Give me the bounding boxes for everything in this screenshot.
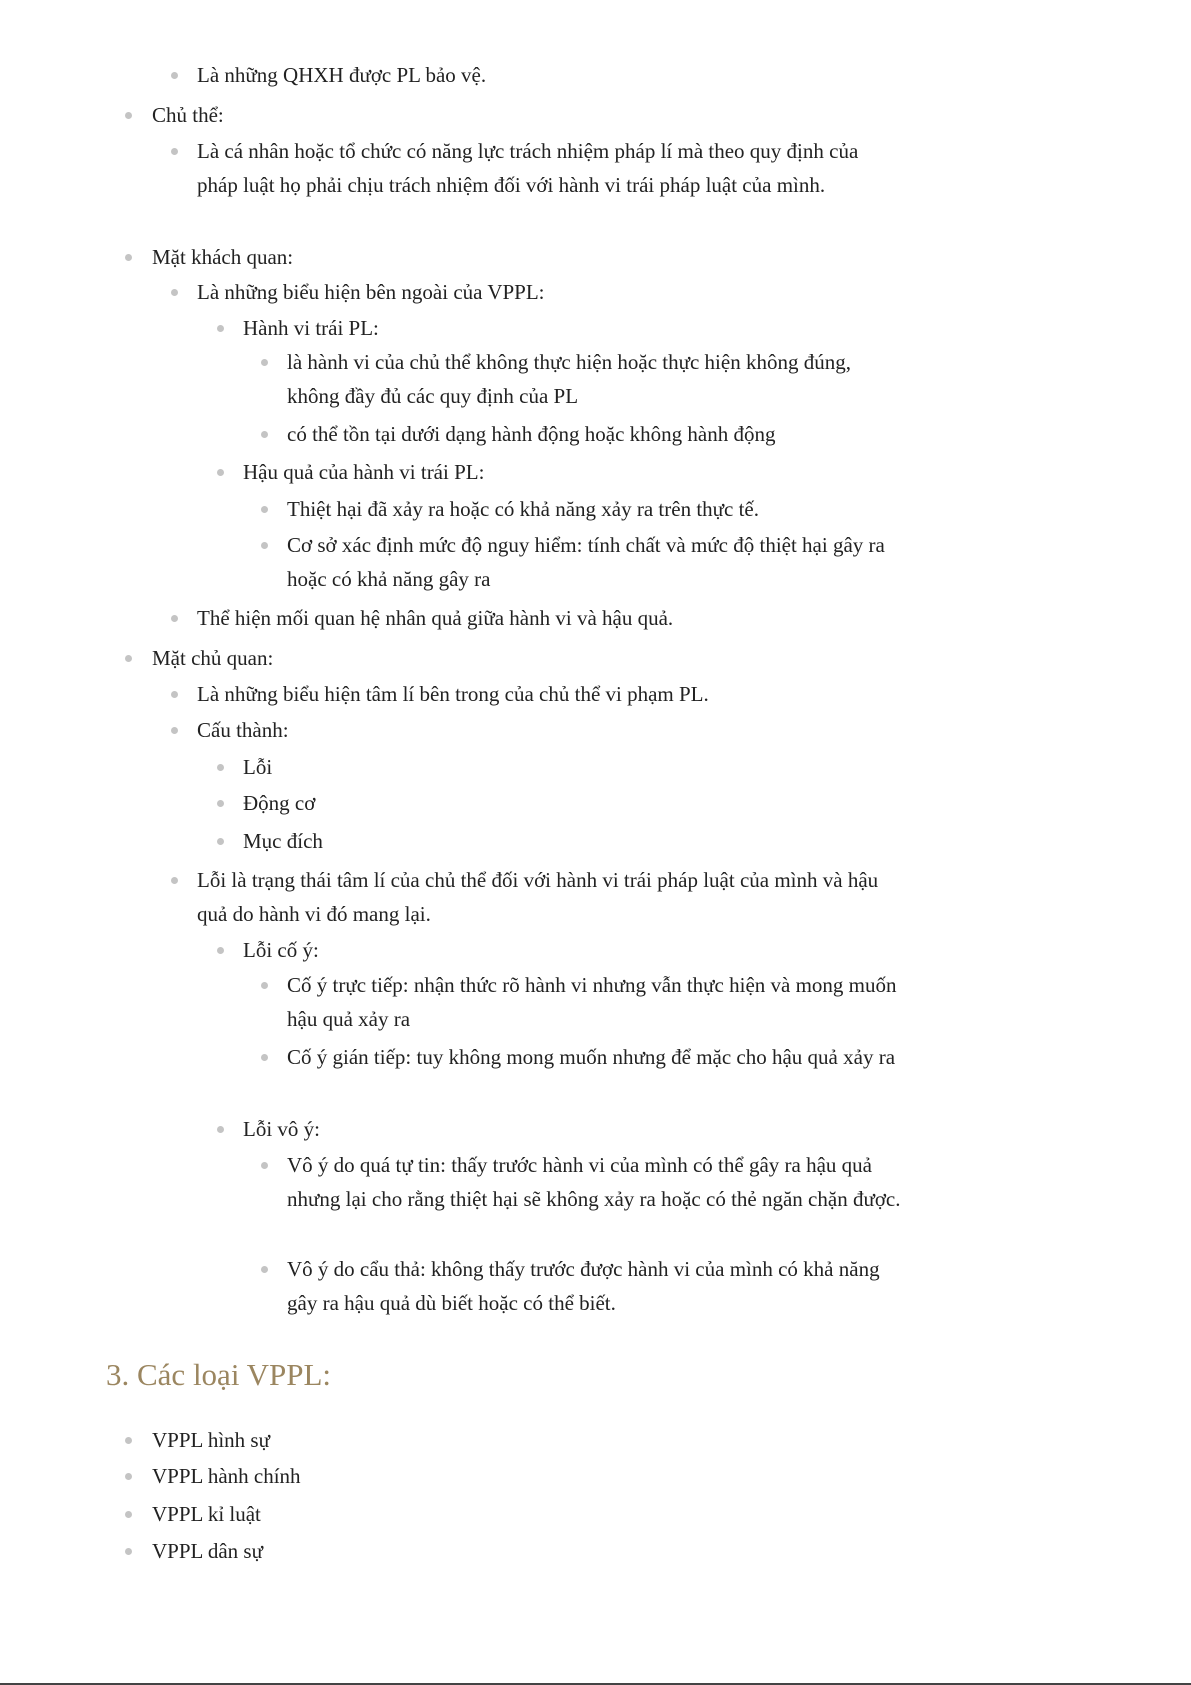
bullet-dot — [261, 1054, 268, 1061]
bullet-dot — [171, 691, 178, 698]
list-item: Là những QHXH được PL bảo vệ. — [197, 63, 487, 87]
bullet-dot — [125, 1437, 132, 1444]
list-item: Là những biểu hiện tâm lí bên trong của chủ thể vi phạm PL. — [197, 682, 709, 706]
bullet-dot — [217, 838, 224, 845]
list-item: Cấu thành: — [197, 718, 289, 742]
bullet-dot — [171, 289, 178, 296]
bullet-dot — [171, 148, 178, 155]
list-item: Vô ý do cẩu thả: không thấy trước được hành vi của mình có khả năng gây ra hậu quả dù biết hoặc có thể biết. — [287, 1257, 880, 1315]
bullet-dot — [261, 982, 268, 989]
bullet-dot — [217, 469, 224, 476]
bullet-dot — [125, 112, 132, 119]
bullet-dot — [125, 1548, 132, 1555]
list-item: Lỗi cố ý: — [243, 938, 319, 962]
list-item: Thiệt hại đã xảy ra hoặc có khả năng xảy ra trên thực tế. — [287, 497, 760, 521]
list-item: Chủ thể: — [152, 103, 224, 127]
bullet-dot — [125, 254, 132, 261]
bullet-dot — [217, 947, 224, 954]
list-item: Mục đích — [243, 829, 323, 853]
bullet-dot — [261, 542, 268, 549]
list-item: VPPL kỉ luật — [152, 1502, 261, 1526]
bullet-dot — [171, 72, 178, 79]
list-item: Lỗi là trạng thái tâm lí của chủ thể đối với hành vi trái pháp luật của mình và hậu quả do hành vi đó mang lại. — [197, 868, 879, 926]
list-item: Mặt chủ quan: — [152, 646, 274, 670]
list-item: VPPL hành chính — [152, 1464, 301, 1488]
list-item: Cố ý trực tiếp: nhận thức rõ hành vi nhưng vẫn thực hiện và mong muốn hậu quả xảy ra — [287, 973, 897, 1031]
list-item: có thể tồn tại dưới dạng hành động hoặc không hành động — [287, 422, 776, 446]
list-item: Là những biểu hiện bên ngoài của VPPL: — [197, 280, 545, 304]
list-item: Cố ý gián tiếp: tuy không mong muốn nhưng để mặc cho hậu quả xảy ra — [287, 1045, 896, 1069]
bullet-dot — [171, 615, 178, 622]
list-item: Vô ý do quá tự tin: thấy trước hành vi của mình có thể gây ra hậu quả nhưng lại cho rằng thiệt hại sẽ không xảy ra hoặc có thẻ ngăn chặn được. — [287, 1153, 901, 1211]
list-item: là hành vi của chủ thể không thực hiện hoặc thực hiện không đúng, không đầy đủ các quy định của PL — [287, 350, 851, 408]
bullet-dot — [125, 1511, 132, 1518]
bullet-dot — [217, 325, 224, 332]
list-item: VPPL hình sự — [152, 1428, 270, 1452]
list-item: Lỗi vô ý: — [243, 1117, 320, 1141]
bullet-dot — [261, 359, 268, 366]
bullet-dot — [125, 655, 132, 662]
list-item: VPPL dân sự — [152, 1539, 263, 1563]
bullet-dot — [217, 764, 224, 771]
bullet-dot — [171, 877, 178, 884]
bullet-dot — [261, 431, 268, 438]
list-item: Động cơ — [243, 791, 316, 815]
bullet-dot — [261, 1266, 268, 1273]
section-heading: 3. Các loại VPPL: — [106, 1357, 332, 1392]
bullet-dot — [261, 506, 268, 513]
bullet-dot — [125, 1473, 132, 1480]
bullet-dot — [261, 1162, 268, 1169]
list-item: Cơ sở xác định mức độ nguy hiểm: tính chất và mức độ thiệt hại gây ra hoặc có khả năng gây ra — [287, 533, 885, 591]
bullet-dot — [171, 727, 178, 734]
list-item: Lỗi — [243, 755, 273, 779]
bullet-dot — [217, 800, 224, 807]
list-item: Thể hiện mối quan hệ nhân quả giữa hành vi và hậu quả. — [197, 606, 674, 630]
list-item: Hậu quả của hành vi trái PL: — [243, 460, 485, 484]
list-item: Là cá nhân hoặc tổ chức có năng lực trách nhiệm pháp lí mà theo quy định của pháp luật họ phải chịu trách nhiệm đối với hành vi trái pháp luật của mình. — [197, 139, 859, 197]
list-item: Mặt khách quan: — [152, 245, 294, 269]
list-item: Hành vi trái PL: — [243, 316, 379, 340]
bullet-dot — [217, 1126, 224, 1133]
